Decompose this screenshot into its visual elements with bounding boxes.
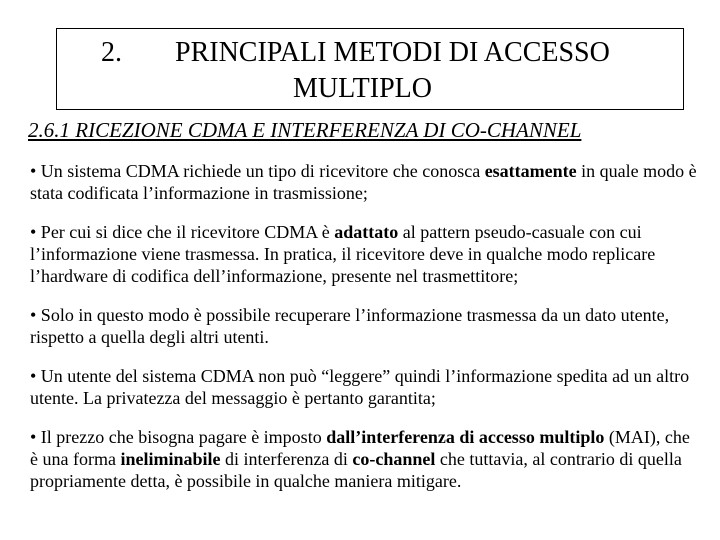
section-heading: 2.6.1 RICEZIONE CDMA E INTERFERENZA DI CO-CHANNEL [28,118,582,142]
bullet-5-text-d: che tuttavia, al contrario di quella propriamente detta, è possibile in qualche maniera mitigare. [30,449,682,491]
title-line-1: PRINCIPALI METODI DI ACCESSO [175,37,610,68]
bullet-5-text-a: • Il prezzo che bisogna pagare è imposto [30,427,327,447]
bullet-1 [30,160,698,204]
bullet-list [30,160,698,509]
bullet-2 [30,221,698,287]
bullet-2-text-b: al pattern pseudo-casuale con cui l’informazione viene trasmessa. In pratica, il ricevitore deve in qualche modo replicare l’hardware di codifica dell’informazione, presente nel trasmettitore; [30,222,656,286]
bullet-5-text-c: di interferenza di [220,449,353,469]
bullet-3-text: • Solo in questo modo è possibile recuperare l’informazione trasmessa da un dato utente, rispetto a quella degli altri utenti. [30,305,670,347]
bullet-5-bold-c: co-channel [352,449,436,469]
bullet-3 [30,304,698,348]
title-box [56,28,684,110]
bullet-5-bold-a: dall’interferenza di accesso multiplo [326,427,605,447]
bullet-5 [30,426,698,492]
bullet-5-text-b: (MAI), che è una forma [30,427,690,469]
bullet-4-text: • Un utente del sistema CDMA non può “leggere” quindi l’informazione spedita ad un altro utente. La privatezza del messaggio è pertanto garantita; [30,366,690,408]
bullet-2-text-a: • Per cui si dice che il ricevitore CDMA è [30,222,335,242]
bullet-2-bold: adattato [334,222,399,242]
bullet-1-text-a: • Un sistema CDMA richiede un tipo di ricevitore che conosca [30,161,485,181]
bullet-5-bold-b: ineliminabile [120,449,221,469]
bullet-1-text-b: in quale modo è stata codificata l’informazione in trasmissione; [30,161,697,203]
title-line-2: MULTIPLO [293,73,432,104]
bullet-1-bold: esattamente [484,161,577,181]
bullet-4 [30,365,698,409]
title-number: 2. [101,37,122,68]
